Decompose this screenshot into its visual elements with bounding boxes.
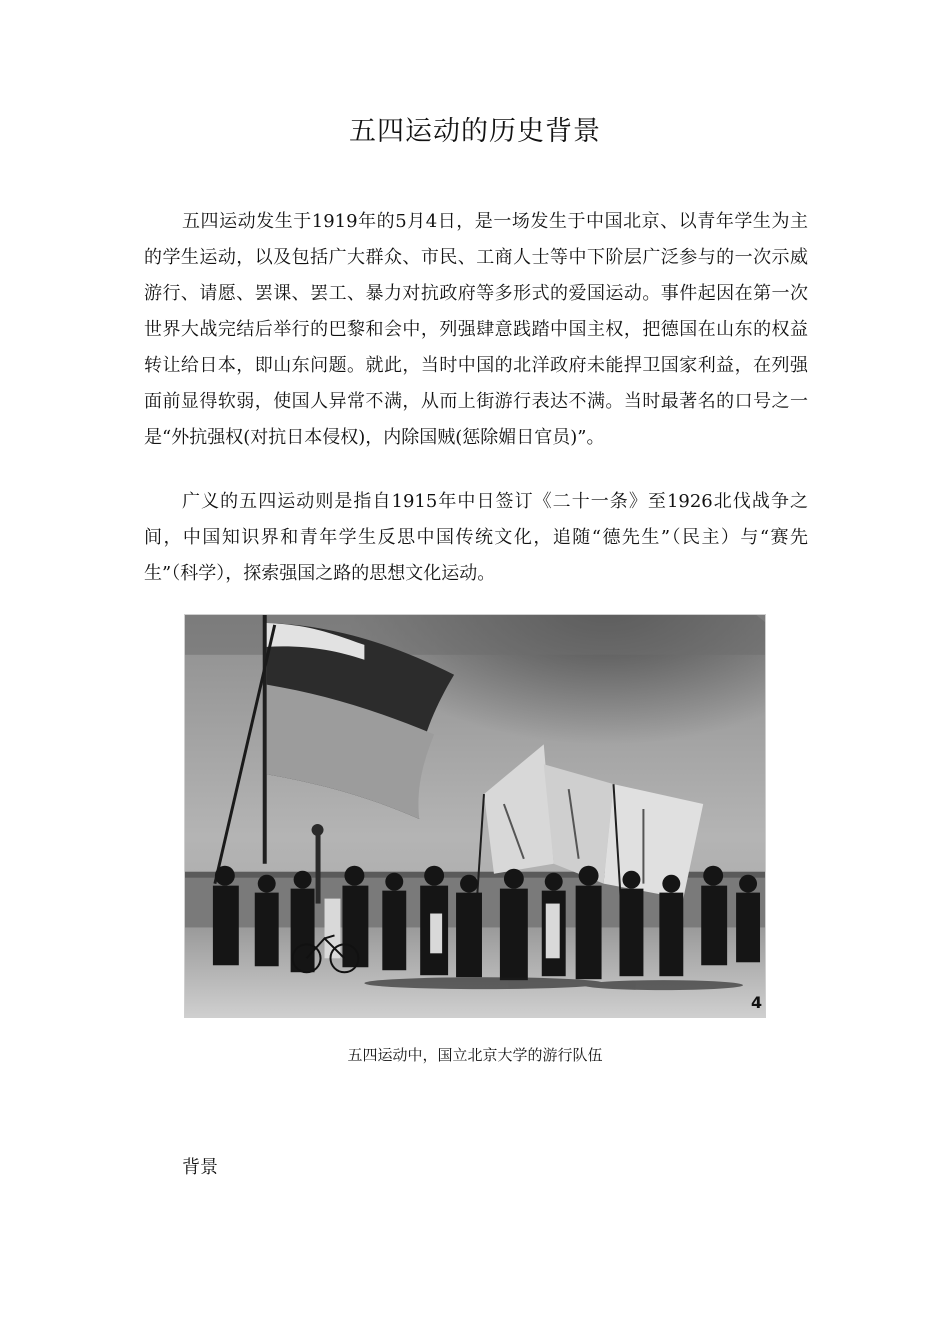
section-heading-background: 背景 xyxy=(182,1157,218,1178)
document-title: 五四运动的历史背景 xyxy=(349,116,601,147)
paragraph-may-fourth-event: 五四运动发生于1919年的5月4日，是一场发生于中国北京、以青年学生为主的学生运动，以及包括广大群众、市民、工商人士等中下阶层广泛参与的一次示威游行、请愿、罢课、罢工、暴力对抗政府等多形式的爱国运动。事件起因在第一次世界大战完结后举行的巴黎和会中，列强肆意践踏中国主权，把德国在山东的权益转让给日本，即山东问题。就此，当时中国的北洋政府未能捍卫国家利益，在列强面前显得软弱，使国人异常不满，从而上街游行表达不满。当时最著名的口号之一是“外抗强权(对抗日本侵权)，内除国贼(惩除媚日官员)”。 xyxy=(144,211,808,448)
historical-photo-student-march xyxy=(184,614,766,1018)
photo-corner-mark: 4 xyxy=(751,993,763,1013)
figure-caption: 五四运动中，国立北京大学的游行队伍 xyxy=(347,1046,603,1064)
paragraph-broad-definition: 广义的五四运动则是指自1915年中日签订《二十一条》至1926北伐战争之间，中国知识界和青年学生反思中国传统文化，追随“德先生”（民主）与“赛先生”（科学），探索强国之路的思想文化运动。 xyxy=(144,491,808,584)
